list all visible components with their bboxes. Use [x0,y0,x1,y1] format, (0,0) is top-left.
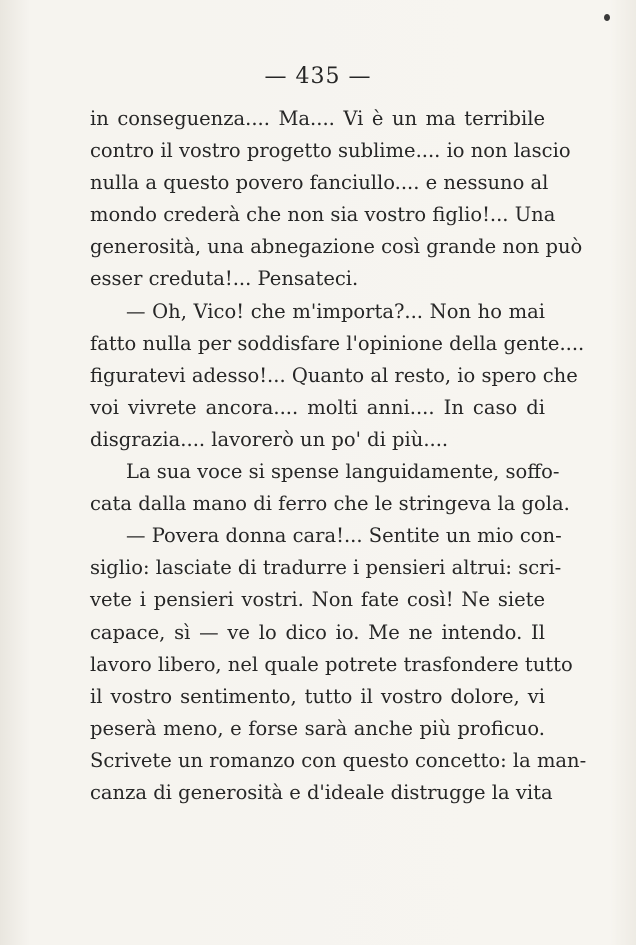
text-line: il vostro sentimento, tutto il vostro dolore, vi [90,684,545,708]
text-line: nulla a questo povero fanciullo.... e nessuno al [90,171,549,195]
text-line: — Povera donna cara!... Sentite un mio con- [126,524,562,548]
text-line: esser creduta!... Pensateci. [90,267,359,291]
ink-spot [604,14,610,21]
page-number: — 435 — [264,64,372,89]
text-line: — Oh, Vico! che m'importa?... Non ho mai [126,299,545,323]
text-line: Scrivete un romanzo con questo concetto: la man- [90,748,587,772]
text-line: voi vivrete ancora.... molti anni.... In caso di [90,395,545,419]
body-text [90,103,587,809]
text-line: disgrazia.... lavorerò un po' di più.... [90,427,449,451]
text-line: fatto nulla per soddisfare l'opinione della gente.... [90,331,585,355]
text-line: vete i pensieri vostri. Non fate così! Ne siete [90,588,545,612]
text-line: contro il vostro progetto sublime.... io non lascio [90,139,571,163]
text-line: canza di generosità e d'ideale distrugge la vita [90,780,553,804]
text-line: generosità, una abnegazione così grande non può [90,235,583,259]
text-line: lavoro libero, nel quale potrete trasfondere tutto [90,652,573,676]
text-line: in conseguenza.... Ma.... Vi è un ma terribile [90,107,545,130]
text-line: siglio: lasciate di tradurre i pensieri altrui: scri- [90,556,562,580]
text-line: capace, sì — ve lo dico io. Me ne intendo. Il [90,620,545,644]
text-line: cata dalla mano di ferro che le stringeva la gola. [90,492,570,516]
text-line: La sua voce si spense languidamente, soffo- [126,460,560,484]
text-line: peserà meno, e forse sarà anche più proficuo. [90,716,545,740]
text-line: mondo crederà che non sia vostro figlio!... Una [90,203,556,227]
text-line: figuratevi adesso!... Quanto al resto, io spero che [90,363,578,387]
